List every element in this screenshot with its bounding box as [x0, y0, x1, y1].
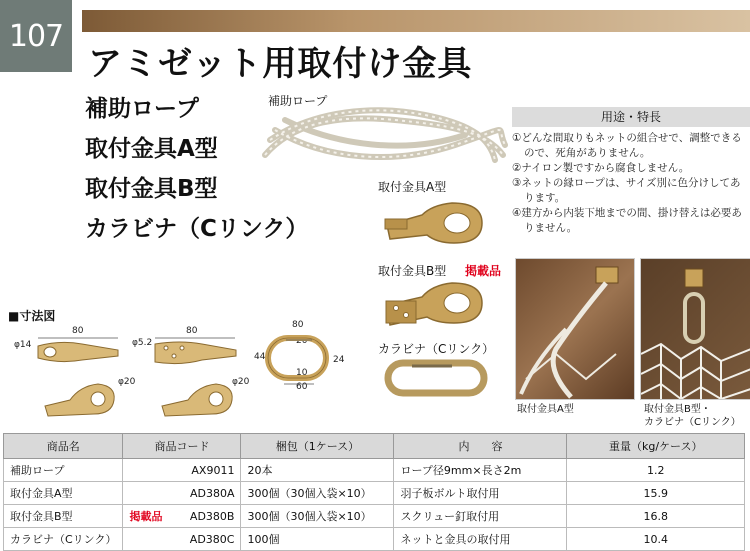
row-code: [123, 505, 240, 527]
row-content: 羽子板ボルト取付用: [394, 482, 567, 505]
row-pack: 20本: [241, 459, 394, 482]
row-name: 取付金具A型: [4, 482, 123, 505]
dim-a-width: 80: [72, 326, 84, 336]
row-pack: 100個: [241, 528, 394, 551]
table-header-row: [4, 434, 745, 459]
row-name: 補助ロープ: [4, 459, 123, 482]
product-name-c: カラビナ（Cリンク）: [85, 216, 309, 242]
row-pack: 300個（30個入袋×10）: [241, 482, 394, 505]
row-name: カラビナ（Cリンク）: [4, 528, 123, 551]
bracket-b-label: 取付金具B型: [378, 264, 447, 278]
col-header-code: 商品コード: [123, 434, 241, 459]
dim-a-hole: φ14: [14, 340, 32, 350]
dim-drawing-b: [140, 334, 250, 419]
row-code-value: AD380C: [189, 532, 235, 546]
header-bar: [82, 10, 750, 32]
features-heading: 用途・特長: [512, 107, 750, 127]
row-code: [123, 528, 241, 551]
row-code-value: AD380B: [189, 509, 235, 523]
row-weight: 10.4: [567, 528, 745, 551]
dim-c-inner-len: 60: [296, 382, 308, 392]
row-weight: 15.9: [567, 482, 745, 505]
product-name-a: 取付金具A型: [85, 136, 218, 162]
rope-net-image: [516, 259, 634, 399]
feature-item: ①どんな間取りもネットの組合せで、調整できるので、死角がありません。: [512, 132, 742, 159]
dim-drawing-a: [20, 334, 130, 419]
row-weight: 1.2: [567, 459, 745, 482]
dim-c-height: 44: [254, 352, 266, 362]
row-content: ロープ径9mm×長さ2m: [394, 459, 567, 482]
table-row: [4, 505, 745, 528]
dim-c-inner-w: 20: [296, 336, 308, 346]
col-header-weight: 重量（kg/ケース）: [567, 434, 745, 459]
dim-drawing-c: [264, 330, 344, 390]
photo-b-caption-2: カラビナ（Cリンク）: [644, 417, 741, 428]
row-code-value: AX9011: [191, 463, 235, 477]
dim-a-hole2: φ20: [118, 377, 136, 387]
carabiner-image: [382, 355, 492, 400]
photo-a-caption: 取付金具A型: [517, 404, 574, 415]
row-code-value: AD380A: [189, 486, 235, 500]
col-header-pack: 梱包（1ケース）: [241, 434, 394, 459]
features-list: [512, 131, 750, 236]
photo-b-install: [640, 258, 750, 400]
bracket-b-image: [382, 275, 492, 335]
row-content: スクリュー釘取付用: [394, 505, 567, 528]
bracket-a-label: 取付金具A型: [378, 180, 447, 194]
table-row: [4, 528, 745, 551]
row-code: [123, 459, 241, 482]
carabiner-net-image: [641, 259, 750, 399]
table-row: [4, 459, 745, 482]
dim-c-width: 80: [292, 320, 304, 330]
feature-item: ③ネットの縁ロープは、サイズ別に色分けしてあります。: [512, 177, 741, 204]
dim-c-inner-h: 24: [333, 355, 345, 365]
row-badge: 掲載品: [129, 510, 163, 523]
row-code: [123, 482, 241, 505]
features-panel: [512, 107, 750, 257]
bracket-b-badge: 掲載品: [465, 264, 502, 278]
rope-image: [255, 100, 510, 175]
bracket-a-image: [382, 195, 492, 250]
row-content: ネットと金具の取付用: [394, 528, 567, 551]
row-name: 取付金具B型: [4, 505, 123, 528]
photo-a-install: [515, 258, 635, 400]
rope-label: 補助ロープ: [268, 94, 328, 108]
dim-c-thick: 10: [296, 368, 308, 378]
feature-item: ④建方から内装下地までの間、掛け替えは必要ありません。: [512, 207, 742, 234]
dim-b-hole: φ5.2: [132, 338, 153, 348]
page-title: アミゼット用取付け金具: [88, 44, 473, 84]
product-name-b: 取付金具B型: [85, 176, 218, 202]
table-row: [4, 482, 745, 505]
page-number: 107: [0, 0, 72, 72]
row-pack: 300個（30個入袋×10）: [241, 505, 394, 528]
product-name-rope: 補助ロープ: [85, 96, 199, 122]
spec-table: [3, 433, 745, 551]
row-weight: 16.8: [567, 505, 745, 528]
dim-b-hole2: φ20: [232, 377, 250, 387]
col-header-name: 商品名: [4, 434, 123, 459]
feature-item: ②ナイロン製ですから腐食しません。: [512, 162, 690, 174]
col-header-content: 内 容: [394, 434, 567, 459]
carabiner-label: カラビナ（Cリンク）: [378, 342, 495, 356]
photo-b-caption-1: 取付金具B型・: [644, 404, 711, 415]
dimensions-title: ■寸法図: [8, 309, 56, 323]
dim-b-width: 80: [186, 326, 198, 336]
